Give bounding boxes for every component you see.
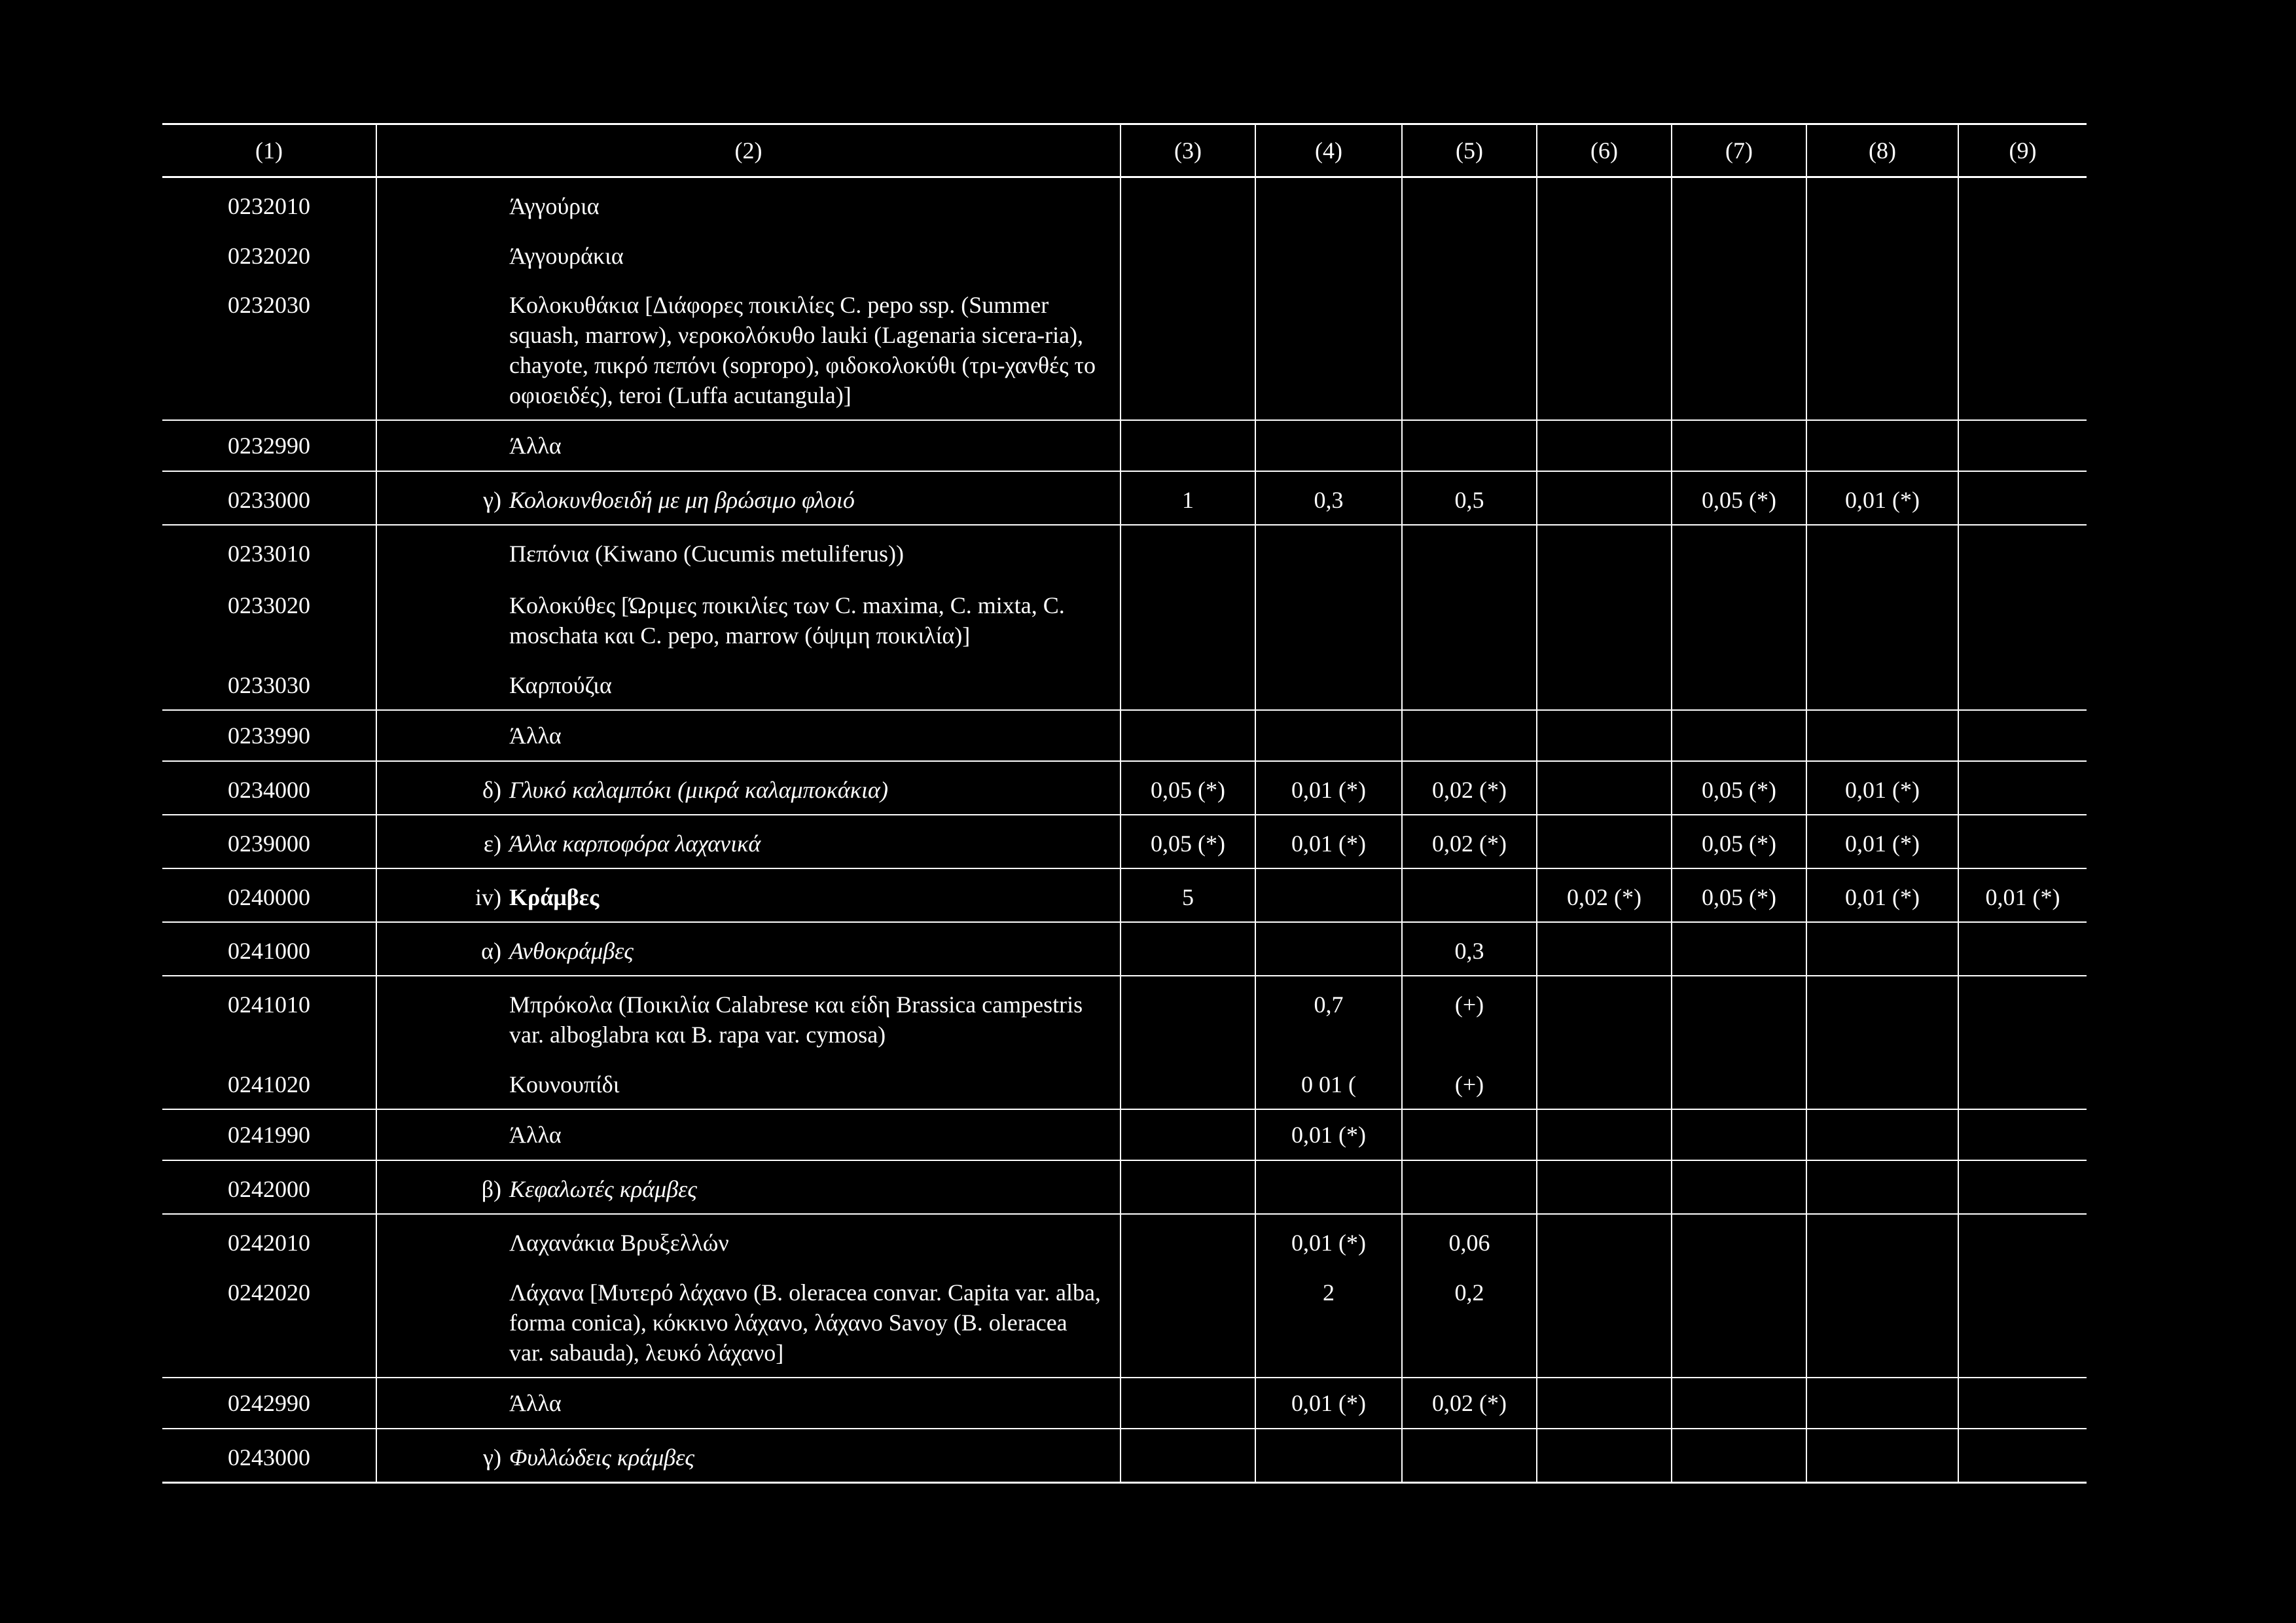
mrl-value: [1537, 177, 1672, 231]
product-description: Άλλα: [509, 433, 562, 459]
table-row: [162, 761, 2087, 815]
product-description: Ανθοκράμβες: [509, 938, 634, 964]
mrl-value: [1672, 1059, 1806, 1109]
product-description-cell: [376, 976, 1121, 1059]
product-description-cell: [376, 1429, 1121, 1483]
mrl-value: [1958, 177, 2087, 231]
table-row: [162, 525, 2087, 578]
mrl-value: [1958, 1059, 2087, 1109]
mrl-value: [1806, 1109, 1958, 1160]
residue-limits-table: [162, 123, 2087, 1484]
mrl-value: [1121, 420, 1255, 471]
mrl-value: [1121, 1109, 1255, 1160]
mrl-value: 0,01 (*): [1255, 1214, 1402, 1267]
mrl-value: [1672, 525, 1806, 578]
table-row: [162, 1214, 2087, 1267]
product-code: 0241020: [162, 1059, 376, 1109]
product-description-cell: [376, 761, 1121, 815]
mrl-value: 0,3: [1255, 471, 1402, 525]
product-code: 0233000: [162, 471, 376, 525]
mrl-value: [1537, 280, 1672, 420]
mrl-value: 0,02 (*): [1402, 815, 1537, 868]
mrl-value: [1806, 922, 1958, 976]
product-description-cell: [376, 1160, 1121, 1214]
product-code: 0240000: [162, 868, 376, 922]
mrl-value: [1806, 420, 1958, 471]
mrl-value: 0,05 (*): [1121, 761, 1255, 815]
mrl-value: [1672, 922, 1806, 976]
mrl-value: [1255, 868, 1402, 922]
table-row: [162, 177, 2087, 231]
mrl-value: 0,05 (*): [1672, 761, 1806, 815]
mrl-value: [1958, 1378, 2087, 1429]
table-row: [162, 471, 2087, 525]
mrl-value: [1672, 230, 1806, 280]
mrl-value: [1806, 976, 1958, 1059]
mrl-value: [1121, 578, 1255, 660]
mrl-value: [1958, 1214, 2087, 1267]
mrl-value: [1121, 1214, 1255, 1267]
mrl-value: [1672, 280, 1806, 420]
mrl-value: [1402, 1429, 1537, 1483]
mrl-value: [1121, 1059, 1255, 1109]
item-label: ε): [483, 830, 501, 857]
mrl-value: [1255, 177, 1402, 231]
mrl-value: [1537, 1429, 1672, 1483]
mrl-value: [1402, 525, 1537, 578]
mrl-value: [1958, 1160, 2087, 1214]
mrl-value: [1255, 710, 1402, 761]
mrl-value: [1806, 177, 1958, 231]
product-code: 0233990: [162, 710, 376, 761]
product-description-cell: [376, 525, 1121, 578]
product-code: 0242000: [162, 1160, 376, 1214]
table-row: [162, 868, 2087, 922]
product-code: 0233010: [162, 525, 376, 578]
item-label: γ): [483, 1444, 501, 1471]
mrl-value: 0,06: [1402, 1214, 1537, 1267]
mrl-value: [1537, 976, 1672, 1059]
product-description: Άλλα: [509, 722, 562, 749]
table-row: [162, 1059, 2087, 1109]
mrl-value: [1121, 1160, 1255, 1214]
mrl-value: [1537, 230, 1672, 280]
product-description: Λάχανα [Μυτερό λάχανο (B. oleracea convar. Capita var. alba, forma conica), κόκκινο λάχανο, λάχανο Savoy (B. oleracea var. sabauda), λευκό λάχανο]: [509, 1279, 1101, 1366]
mrl-value: [1958, 420, 2087, 471]
product-description-cell: [376, 471, 1121, 525]
mrl-value: [1121, 280, 1255, 420]
mrl-value: [1537, 420, 1672, 471]
mrl-value: [1537, 578, 1672, 660]
product-description-cell: [376, 1267, 1121, 1378]
table-row: [162, 976, 2087, 1059]
mrl-value: [1806, 710, 1958, 761]
mrl-value: 0,01 (*): [1255, 761, 1402, 815]
product-description: Άλλα: [509, 1122, 562, 1148]
mrl-value: [1958, 1109, 2087, 1160]
mrl-value: [1672, 177, 1806, 231]
product-description-cell: [376, 177, 1121, 231]
mrl-value: [1958, 710, 2087, 761]
mrl-value: [1537, 1378, 1672, 1429]
table-row: [162, 1160, 2087, 1214]
mrl-value: 0,01 (*): [1806, 868, 1958, 922]
mrl-value: [1537, 1109, 1672, 1160]
mrl-value: [1537, 922, 1672, 976]
mrl-value: [1958, 1429, 2087, 1483]
table-row: [162, 1267, 2087, 1378]
mrl-value: [1806, 280, 1958, 420]
mrl-value: [1537, 815, 1672, 868]
product-description-cell: [376, 922, 1121, 976]
mrl-value: [1806, 1429, 1958, 1483]
mrl-value: [1958, 525, 2087, 578]
product-description: Κεφαλωτές κράμβες: [509, 1176, 697, 1202]
mrl-value: 0 01 (: [1255, 1059, 1402, 1109]
mrl-value: [1402, 1109, 1537, 1160]
mrl-value: [1958, 660, 2087, 710]
mrl-value: [1255, 420, 1402, 471]
mrl-value: 0,05 (*): [1672, 815, 1806, 868]
product-description: Άγγούρια: [509, 193, 600, 219]
table-row: [162, 1109, 2087, 1160]
mrl-value: [1958, 280, 2087, 420]
table-row: [162, 230, 2087, 280]
column-header: (7): [1672, 124, 1806, 177]
product-code: 0242990: [162, 1378, 376, 1429]
product-description: Άλλα: [509, 1390, 562, 1416]
mrl-value: [1806, 525, 1958, 578]
mrl-value: [1537, 1267, 1672, 1378]
product-description: Κολοκυνθοειδή με μη βρώσιμο φλοιό: [509, 487, 855, 513]
mrl-value: [1402, 280, 1537, 420]
mrl-value: [1121, 230, 1255, 280]
mrl-value: 2: [1255, 1267, 1402, 1378]
mrl-value: [1537, 1059, 1672, 1109]
product-description: Κολοκυθάκια [Διάφορες ποικιλίες C. pepo ssp. (Summer squash, marrow), νεροκολόκυθο lauki (Lagenaria sicera-ria), chayote, πικρό πεπόνι (sopropo), φιδοκολοκύθι (τρι-χανθές το οφιοειδές), teroi (Luffa acutangula)]: [509, 292, 1096, 408]
mrl-value: [1958, 578, 2087, 660]
mrl-value: [1806, 1059, 1958, 1109]
mrl-value: [1121, 922, 1255, 976]
product-code: 0232030: [162, 280, 376, 420]
mrl-value: [1255, 660, 1402, 710]
mrl-value: [1402, 177, 1537, 231]
mrl-value: [1537, 1214, 1672, 1267]
table-row: [162, 660, 2087, 710]
mrl-value: [1255, 230, 1402, 280]
table-body: [162, 177, 2087, 1483]
mrl-value: [1121, 976, 1255, 1059]
column-header: (3): [1121, 124, 1255, 177]
product-code: 0232990: [162, 420, 376, 471]
product-description: Κουνουπίδι: [509, 1071, 620, 1097]
mrl-value: [1958, 230, 2087, 280]
mrl-value: [1672, 420, 1806, 471]
mrl-value: [1537, 525, 1672, 578]
mrl-value: 0,01 (*): [1255, 815, 1402, 868]
mrl-value: [1806, 660, 1958, 710]
mrl-value: [1672, 1267, 1806, 1378]
mrl-value: [1806, 230, 1958, 280]
item-label: δ): [482, 777, 501, 803]
column-header: (5): [1402, 124, 1537, 177]
table-row: [162, 815, 2087, 868]
mrl-value: [1672, 660, 1806, 710]
mrl-value: [1121, 1429, 1255, 1483]
table-row: [162, 578, 2087, 660]
product-code: 0232020: [162, 230, 376, 280]
product-description-cell: [376, 1214, 1121, 1267]
mrl-value: [1806, 1267, 1958, 1378]
mrl-value: [1537, 471, 1672, 525]
mrl-value: [1672, 976, 1806, 1059]
product-description: Άγγουράκια: [509, 243, 624, 269]
mrl-value: [1121, 660, 1255, 710]
mrl-value: [1402, 660, 1537, 710]
mrl-value: [1672, 710, 1806, 761]
product-description-cell: [376, 578, 1121, 660]
mrl-value: 0,01 (*): [1255, 1378, 1402, 1429]
column-header: (2): [376, 124, 1121, 177]
column-header: (4): [1255, 124, 1402, 177]
product-code: 0242020: [162, 1267, 376, 1378]
mrl-value: 1: [1121, 471, 1255, 525]
mrl-value: 0,01 (*): [1806, 815, 1958, 868]
item-label: iv): [475, 884, 501, 910]
mrl-value: 0,01 (*): [1806, 471, 1958, 525]
product-code: 0241010: [162, 976, 376, 1059]
product-code: 0232010: [162, 177, 376, 231]
column-header: (1): [162, 124, 376, 177]
mrl-value: [1255, 525, 1402, 578]
product-description-cell: [376, 868, 1121, 922]
product-description: Πεπόνια (Kiwano (Cucumis metuliferus)): [509, 541, 904, 567]
item-label: β): [481, 1176, 501, 1202]
mrl-value: [1672, 1160, 1806, 1214]
mrl-value: 0,01 (*): [1806, 761, 1958, 815]
column-header: (6): [1537, 124, 1672, 177]
product-code: 0241990: [162, 1109, 376, 1160]
mrl-value: [1255, 1160, 1402, 1214]
mrl-value: [1537, 710, 1672, 761]
mrl-value: [1672, 1378, 1806, 1429]
mrl-value: [1255, 922, 1402, 976]
mrl-value: [1958, 976, 2087, 1059]
mrl-value: [1402, 710, 1537, 761]
mrl-value: [1672, 1109, 1806, 1160]
table-row: [162, 922, 2087, 976]
mrl-value: 0,3: [1402, 922, 1537, 976]
mrl-value: [1121, 177, 1255, 231]
product-description-cell: [376, 1378, 1121, 1429]
product-description-cell: [376, 660, 1121, 710]
product-description: Μπρόκολα (Ποικιλία Calabrese και είδη Brassica campestris var. alboglabra και B. rapa var. cymosa): [509, 991, 1083, 1048]
product-description: Άλλα καρποφόρα λαχανικά: [509, 830, 761, 857]
product-description-cell: [376, 230, 1121, 280]
product-code: 0233020: [162, 578, 376, 660]
mrl-value: [1255, 1429, 1402, 1483]
mrl-value: [1672, 578, 1806, 660]
mrl-value: [1537, 660, 1672, 710]
mrl-value: [1958, 922, 2087, 976]
mrl-value: [1537, 761, 1672, 815]
table-row: [162, 1429, 2087, 1483]
mrl-value: [1402, 420, 1537, 471]
product-code: 0234000: [162, 761, 376, 815]
product-description: Φυλλώδεις κράμβες: [509, 1444, 695, 1471]
table-row: [162, 280, 2087, 420]
mrl-value: [1958, 815, 2087, 868]
mrl-value: [1121, 1267, 1255, 1378]
product-description-cell: [376, 815, 1121, 868]
mrl-value: 5: [1121, 868, 1255, 922]
mrl-value: [1672, 1214, 1806, 1267]
mrl-value: 0,05 (*): [1672, 868, 1806, 922]
mrl-value: 0,02 (*): [1402, 1378, 1537, 1429]
mrl-value: 0,02 (*): [1537, 868, 1672, 922]
column-header: (9): [1958, 124, 2087, 177]
product-description: Γλυκό καλαμπόκι (μικρά καλαμποκάκια): [509, 777, 888, 803]
mrl-value: [1672, 1429, 1806, 1483]
mrl-value: [1806, 1160, 1958, 1214]
mrl-value: [1958, 761, 2087, 815]
mrl-value: 0,05 (*): [1121, 815, 1255, 868]
mrl-value: 0,5: [1402, 471, 1537, 525]
product-description: Καρπούζια: [509, 672, 612, 698]
mrl-value: [1537, 1160, 1672, 1214]
mrl-value: (+): [1402, 1059, 1537, 1109]
product-description-cell: [376, 1109, 1121, 1160]
table-row: [162, 420, 2087, 471]
mrl-value: [1958, 471, 2087, 525]
product-description-cell: [376, 280, 1121, 420]
product-description: Λαχανάκια Βρυξελλών: [509, 1230, 729, 1256]
product-description: Κράμβες: [509, 884, 600, 910]
mrl-value: (+): [1402, 976, 1537, 1059]
mrl-value: [1958, 1267, 2087, 1378]
mrl-value: 0,02 (*): [1402, 761, 1537, 815]
mrl-value: [1121, 1378, 1255, 1429]
product-description-cell: [376, 420, 1121, 471]
header-row: [162, 124, 2087, 177]
product-description-cell: [376, 1059, 1121, 1109]
product-code: 0239000: [162, 815, 376, 868]
product-description-cell: [376, 710, 1121, 761]
mrl-value: [1402, 868, 1537, 922]
mrl-value: 0,2: [1402, 1267, 1537, 1378]
table-row: [162, 710, 2087, 761]
mrl-value: 0,7: [1255, 976, 1402, 1059]
mrl-value: [1402, 578, 1537, 660]
product-description: Κολοκύθες [Ώριμες ποικιλίες των C. maxima, C. mixta, C. moschata και C. pepo, marrow (όψιμη ποικιλία)]: [509, 592, 1065, 649]
mrl-value: [1402, 230, 1537, 280]
mrl-value: [1402, 1160, 1537, 1214]
product-code: 0242010: [162, 1214, 376, 1267]
column-header: (8): [1806, 124, 1958, 177]
mrl-value: 0,05 (*): [1672, 471, 1806, 525]
mrl-value: [1255, 280, 1402, 420]
mrl-value: [1806, 578, 1958, 660]
mrl-value: [1121, 525, 1255, 578]
product-code: 0241000: [162, 922, 376, 976]
mrl-value: [1806, 1214, 1958, 1267]
product-code: 0233030: [162, 660, 376, 710]
mrl-value: 0,01 (*): [1255, 1109, 1402, 1160]
product-code: 0243000: [162, 1429, 376, 1483]
item-label: γ): [483, 487, 501, 513]
mrl-value: [1121, 710, 1255, 761]
item-label: α): [481, 938, 501, 964]
table-row: [162, 1378, 2087, 1429]
mrl-value: 0,01 (*): [1958, 868, 2087, 922]
mrl-value: [1806, 1378, 1958, 1429]
mrl-value: [1255, 578, 1402, 660]
